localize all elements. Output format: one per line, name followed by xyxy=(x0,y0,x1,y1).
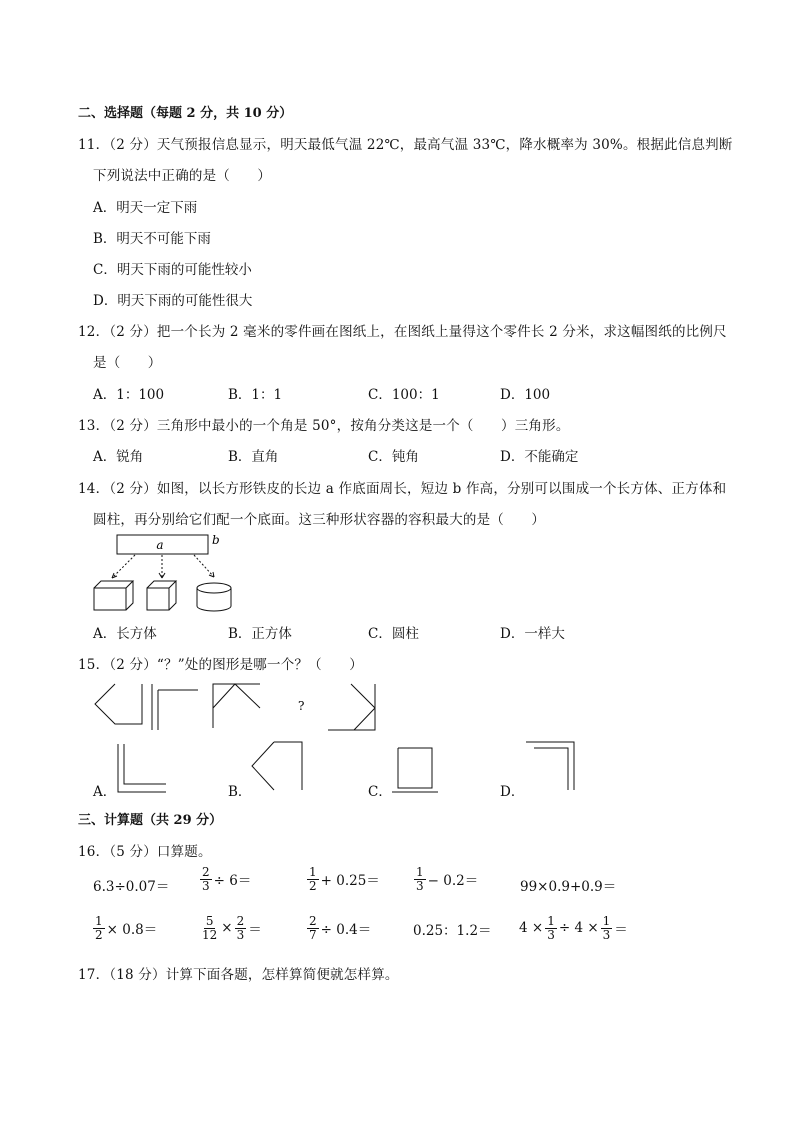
cube-shape xyxy=(147,581,176,610)
q14-option-c: C．圆柱 xyxy=(368,626,419,642)
q11-option-b: B．明天不可能下雨 xyxy=(93,231,211,247)
q14-figure xyxy=(90,532,250,614)
sequence-shape-5 xyxy=(328,684,375,730)
label-b: b xyxy=(212,533,220,547)
q11-option-c: C．明天下雨的可能性较小 xyxy=(93,262,252,278)
label-a: a xyxy=(156,538,164,552)
q11-option-a: A．明天一定下雨 xyxy=(93,200,198,216)
q13-option-b: B．直角 xyxy=(228,449,279,465)
q12-option-c: C．100：1 xyxy=(368,387,440,403)
q11-option-d: D．明天下雨的可能性很大 xyxy=(93,293,253,309)
q15-option-d-figure xyxy=(522,740,578,792)
mental-calc-8: $\frac{2}{7}$ ÷ 0.4＝ xyxy=(309,914,372,942)
q15-option-a: A． xyxy=(93,784,117,800)
question-14-text-cont: 圆柱，再分别给它们配一个底面。这三种形状容器的容积最大的是（ ） xyxy=(93,512,546,528)
question-15-text: 15．（2 分）“？”处的图形是哪一个？（ ） xyxy=(78,657,363,673)
q15-option-a-figure xyxy=(112,742,172,794)
question-12-text: 12．（2 分）把一个长为 2 毫米的零件画在图纸上，在图纸上量得这个零件长 2 分米，求这幅图纸的比例尺 xyxy=(78,324,727,340)
q15-option-b-figure xyxy=(250,740,310,794)
mental-calc-5: 99×0.9+0.9＝ xyxy=(520,879,617,895)
mental-calc-2: $\frac{2}{3}$ ÷ 6＝ xyxy=(202,865,252,893)
question-13-text: 13．（2 分）三角形中最小的一个角是 50°，按角分类这是一个（ ）三角形。 xyxy=(78,418,570,434)
arrow-to-cuboid xyxy=(112,555,135,578)
question-16-text: 16．（5 分）口算题。 xyxy=(78,844,212,860)
mental-calc-9: 0.25：1.2＝ xyxy=(413,923,492,939)
q14-option-b: B．正方体 xyxy=(228,626,292,642)
q12-option-a: A．1：100 xyxy=(93,387,165,403)
mental-calc-4: $\frac{1}{3}$ − 0.2＝ xyxy=(416,865,479,893)
q15-option-c: C． xyxy=(368,784,392,800)
q14-option-a: A．长方体 xyxy=(93,626,157,642)
question-11-text-cont: 下列说法中正确的是（ ） xyxy=(93,168,272,184)
question-14-text: 14．（2 分）如图，以长方形铁皮的长边 a 作底面周长，短边 b 作高，分别可以围成一个长方体、正方体和 xyxy=(78,481,727,497)
q12-option-b: B．1：1 xyxy=(228,387,283,403)
q14-option-d: D．一样大 xyxy=(500,626,565,642)
q15-option-b: B． xyxy=(228,784,252,800)
sequence-shape-1 xyxy=(95,684,142,724)
mental-calc-1: 6.3÷0.07＝ xyxy=(93,879,170,895)
cuboid-shape xyxy=(94,581,133,610)
sequence-shape-2 xyxy=(152,684,198,730)
question-mark: ? xyxy=(298,699,305,713)
q13-option-c: C．钝角 xyxy=(368,449,419,465)
cylinder-shape xyxy=(197,583,231,611)
mental-calc-10: 4 × $\frac{1}{3}$ ÷ 4 × $\frac{1}{3}$ ＝ xyxy=(519,914,628,942)
section-title-choice: 二、选择题（每题 2 分，共 10 分） xyxy=(78,106,293,121)
q13-option-a: A．锐角 xyxy=(93,449,144,465)
mental-calc-7: $\frac{5}{12}$ × $\frac{2}{3}$ ＝ xyxy=(202,914,262,942)
mental-calc-6: $\frac{1}{2}$ × 0.8＝ xyxy=(95,914,158,942)
mental-calc-3: $\frac{1}{2}$ + 0.25＝ xyxy=(309,865,380,893)
q15-option-c-figure xyxy=(390,744,440,792)
question-12-text-cont: 是（ ） xyxy=(93,355,162,371)
section-title-calculation: 三、计算题（共 29 分） xyxy=(78,813,223,828)
q12-option-d: D．100 xyxy=(500,387,551,403)
question-17-text: 17．（18 分）计算下面各题，怎样算简便就怎样算。 xyxy=(78,967,399,983)
arrow-to-cylinder xyxy=(194,555,214,577)
question-11-text: 11．（2 分）天气预报信息显示，明天最低气温 22℃，最高气温 33℃，降水概率为 30%。根据此信息判断 xyxy=(78,137,733,153)
sequence-shape-3 xyxy=(213,684,260,728)
q15-option-d: D． xyxy=(500,784,525,800)
q13-option-d: D．不能确定 xyxy=(500,449,579,465)
q15-sequence-figure xyxy=(90,680,390,736)
